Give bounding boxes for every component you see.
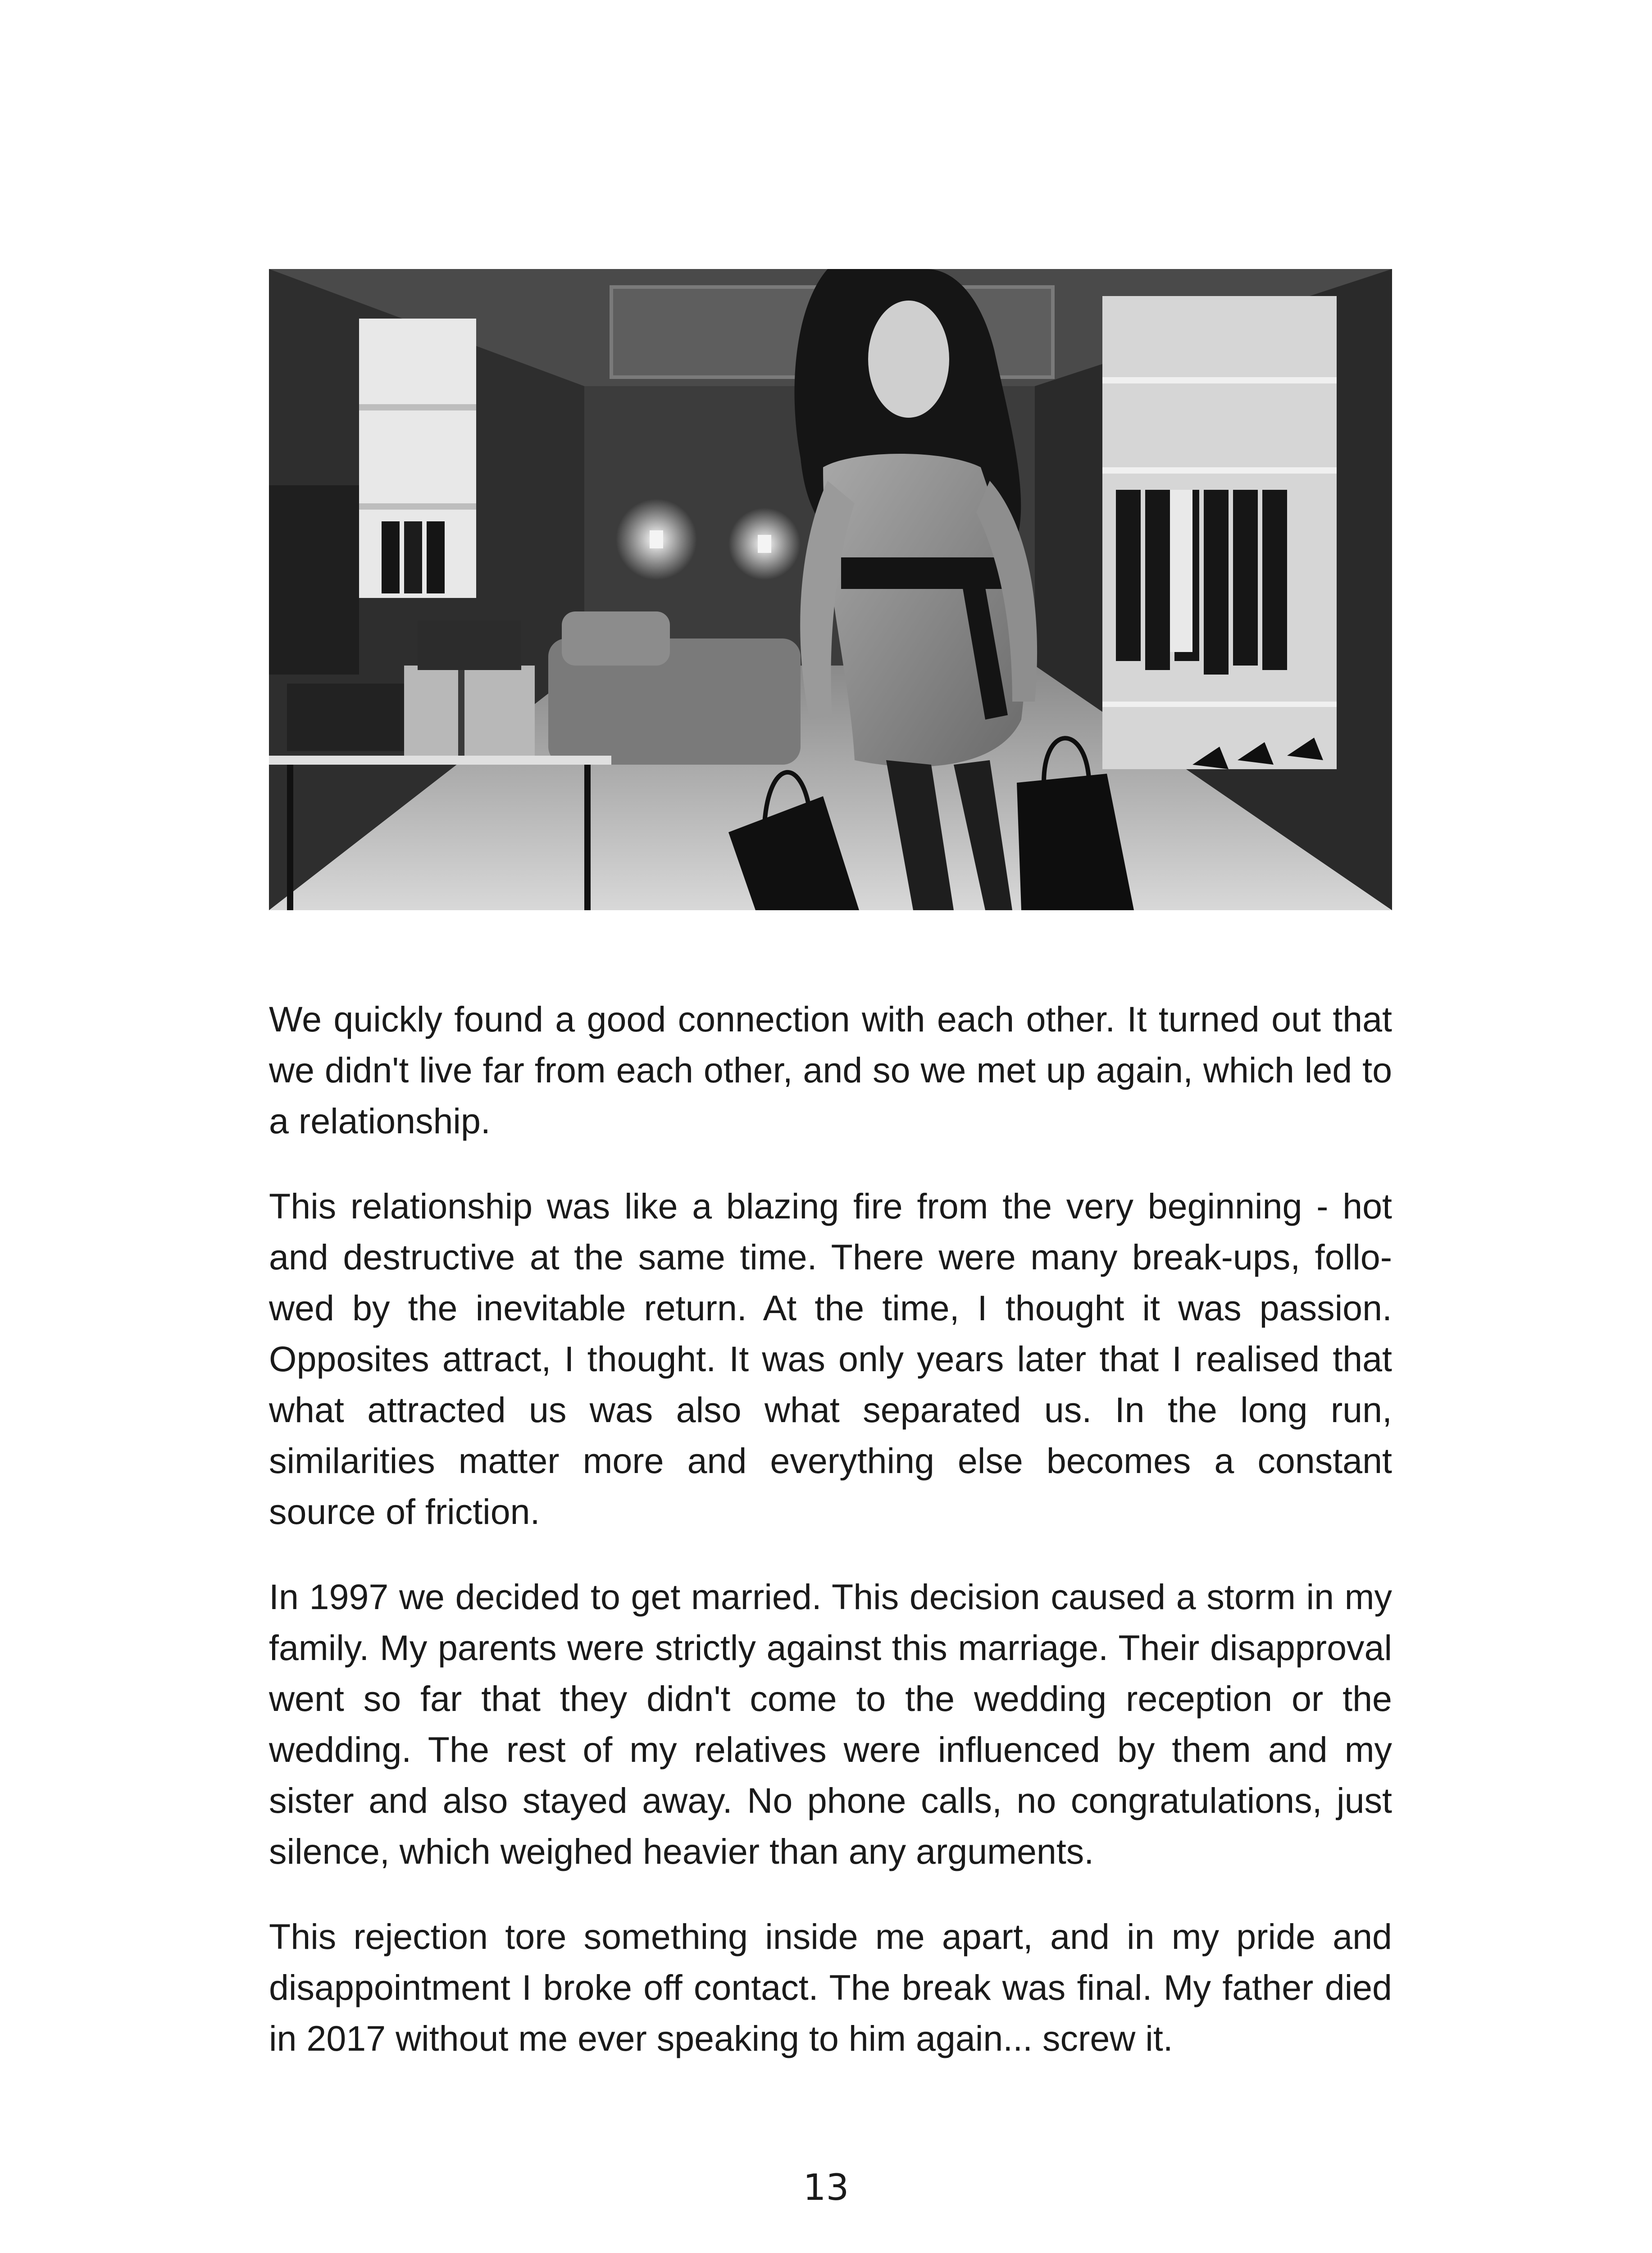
paragraph-3: In 1997 we decided to get married. This decision caused a storm in my family. My parents were strictly against this marriage. Their disapproval went so far that they didn't come to the wedding reception or the wedding. The rest of my relatives were influenced by them and my sister and also stayed away. No phone calls, no congratulations, just silence, which weighed heavier than any arguments.: [269, 1577, 1392, 1871]
paragraph-2: This relationship was like a blazing fire from the very beginning - hot and destructive at the same time. There were many break-ups, followed by the inevitable return. At the time, I thought it was passion. Opposites attract, I thought. It was only years later that I realised that what attracted us was also what separated us. In the long run, similarities matter more and everything else becomes a constant source of friction.: [269, 1186, 1392, 1532]
boutique-photo: [269, 269, 1392, 910]
paragraph-1: We quickly found a good connection with each other. It turned out that we didn't live far from each other, and so we met up again, which led to a relationship.: [269, 999, 1392, 1141]
boutique-photo-image: [269, 269, 1392, 910]
page-number: 13: [803, 2166, 849, 2208]
paragraph-4: This rejection tore something inside me apart, and in my pride and disappointment I broke off contact. The break was final. My father died in 2017 without me ever speaking to him again... screw it.: [269, 1916, 1392, 2058]
body-text: [269, 994, 1392, 2098]
